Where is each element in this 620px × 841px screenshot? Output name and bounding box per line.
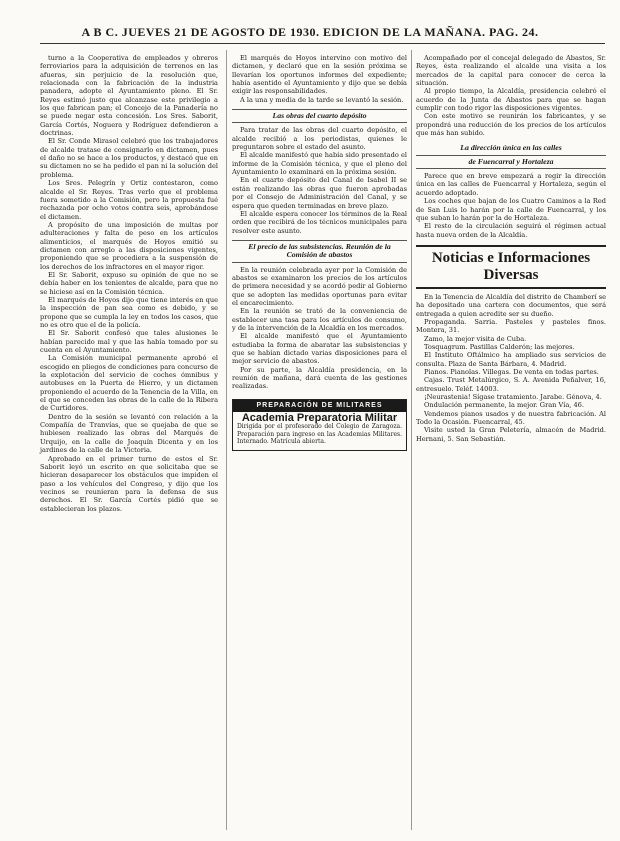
news-item: En la Tenencia de Alcaldía del distrito de Chamberí se ha depositado una cartera con documentos, que será entregada a quien acredite ser su dueño. [416, 292, 606, 318]
paragraph: Por su parte, la Alcaldía presidencia, en la reunión de mañana, dará cuenta de las gestiones realizadas. [232, 365, 407, 391]
paragraph: El Sr. Conde Mirasol celebró que los trabajadores de alcalde tratase de consignarlo en dictamen, pues el daño no se hace a los productos, y destacó que en su dictamen no se ha pedido el pan ni la solución del problema. [40, 137, 218, 179]
paragraph: turno a la Cooperativa de empleados y obreros ferroviarios para la adquisición de terrenos en las afueras, sin perjuicio de la resolución que, relacionada con la fabricación de la industria panadera, adopte el Ayuntamiento pleno. El Sr. Reyes estimó justo que alcanzase este privilegio a los que fabrican pan; el Concejo de la Panadería no se puede negar esta concesión. Los Sres. Saborit, García Cortés, Noguera y Rodríguez defendieron a doctrinas. [40, 54, 218, 138]
section-heading-subsistencias: El precio de las subsistencias. Reunión de la Comisión de abastos [232, 240, 407, 263]
section-heading-direccion: La dirección única en las calles [460, 143, 562, 153]
paragraph: A propósito de una imposición de multas por adulteraciones y falta de peso en los artículos alimenticios, el marqués de Hoyos emitió su dictamen con arreglo a las disposiciones vigentes, proponiendo que se procediera a la suspensión de los derechos de los infractores en el mayor rigor. [40, 220, 218, 271]
news-item: Visite usted la Gran Peletería, almacén de Madrid. Hernani, 5. San Sebastián. [416, 426, 606, 443]
paragraph: A la una y media de la tarde se levantó la sesión. [240, 95, 404, 104]
paragraph: El alcalde manifestó que había sido presentado el informe de la Comisión técnica, y que el pleno del Ayuntamiento lo examinará en la próxima sesión. [232, 151, 407, 177]
news-item: Vendemos pianos usados y de nuestra fabricación. Al Todo la Ocasión. Fuencarral, 45. [416, 409, 606, 427]
paragraph: Aprobado en el primer turno de estos el Sr. Saborit leyó un escrito en que solicitaba que se hicieran desaparecer los obstáculos que impiden el paso a los vehículos del Congreso, y dijo que los vecinos se reunieran para la defensa de sus derechos. El Sr. García Cortés pidió que se establecieran los plazos. [40, 454, 218, 513]
section-heading-direccion-2: de Fuencarral y Hortaleza [416, 155, 606, 169]
news-item: Propaganda. Sarria. Pasteles y pasteles finos. Montera, 31. [416, 317, 606, 335]
column-divider-1 [226, 50, 227, 830]
ad-title: Academia Preparatoria Militar [241, 412, 398, 425]
academy-advertisement [232, 399, 407, 451]
paragraph: Parece que en breve empezará a regir la dirección única en las calles de Fuencarral y Hortaleza, según el acuerdo adoptado. [416, 172, 606, 197]
news-item: Zamo, la mejor visita de Cuba. [424, 334, 527, 343]
column-2 [232, 54, 407, 451]
column-1 [40, 54, 218, 513]
paragraph: La Comisión municipal permanente aprobó el escogido en pliegos de condiciones para concurso de la explotación del servicio de coches ómnibus y autobuses en la Puerta de Hierro, y un dictamen proponiendo el acuerdo de la Tenencia de la Villa, en el que se conceden las obras de la calle de la Ribera de Curtidores. [40, 354, 218, 413]
paragraph: Al propio tiempo, la Alcaldía, presidencia celebró el acuerdo de la Junta de Abastos para que se hagan cumplir con todo rigor las disposiciones vigentes. [416, 87, 606, 113]
paragraph: El resto de la circulación seguirá el régimen actual hasta nueva orden de la Alcaldía. [416, 222, 606, 239]
news-item: Ondulación permanente, la mejor. Gran Vía, 46. [424, 401, 584, 410]
paragraph: Acompañado por el concejal delegado de Abastos, Sr. Reyes, ésta realizando el alcalde una visita a los mercados de la capital para conocer de cerca la situación. [416, 54, 606, 88]
noticias-heading: Noticias e Informaciones Diversas [416, 245, 606, 289]
paragraph: En el cuarto depósito del Canal de Isabel II se están realizando las obras que fueron aprobadas por el Consejo de Administración del Canal, y se espera que queden terminadas en breve plazo. [232, 176, 407, 210]
paragraph: El Sr. Saborit confesó que tales alusiones le habían parecido mal y que las había tomado por su cuenta en el Ayuntamiento. [40, 329, 218, 355]
column-3 [416, 54, 606, 443]
news-item: ¡Neurastenia! Sígase tratamiento. Jarabe. Génova, 4. [424, 393, 602, 401]
column-divider-2 [411, 50, 412, 830]
paragraph: Los Sres. Pelegrín y Ortiz contestaron, como alcalde el Sr. Reyes. Tras verlo que el problema fuera sometido a la Comisión, pero la propuesta fué rechazada por ocho votos contra seis, aprobándose el dictamen. [40, 179, 218, 221]
paragraph: El marqués de Hoyos intervino con motivo del dictamen, y declaró que en la sesión próxima se llevarían los oportunos informes del expediente; había asentido el Ayuntamiento y dijo que se debía exigir las responsabilidades. [232, 54, 407, 96]
paragraph: Para tratar de las obras del cuarto depósito, el alcalde recibió a los periodistas, quienes le preguntaron sobre el estado del asunto. [232, 126, 407, 152]
paragraph: Con este motivo se reunirán los fabricantes, y se propondrá una reducción de los precios de los artículos que más han subido. [416, 112, 606, 138]
page-header: A B C. JUEVES 21 DE AGOSTO DE 1930. EDICION DE LA MAÑANA. PAG. 24. [81, 25, 539, 39]
paragraph: Dentro de la sesión se levantó con relación a la Compañía de Tranvías, que se quejaba de que se hubiesen realizado las obras del Marqués de Urquijo, en la calle de Joaquín Dicenta y en los jardines de la calle de la Victoria. [40, 412, 218, 455]
paragraph: El alcalde manifestó que el Ayuntamiento estudiaba la forma de abaratar las subsistencias y que se habían dictado varias disposiciones para el mejor servicio de abastos. [232, 332, 407, 366]
news-item: Cajas. Trust Metalúrgico, S. A. Avenida Peñalver, 16, entresuelo. Teléf. 14003. [416, 376, 606, 393]
section-heading-deposito: Las obras del cuarto depósito [232, 109, 407, 123]
paragraph: El Sr. Saborit, expuso su opinión de que no se debía haber en los tenientes de alcalde, para que no se hiciese así en la Comisión técnica. [40, 270, 218, 296]
news-item: Pianos. Pianolas. Villegas. De venta en todas partes. [424, 367, 599, 376]
paragraph: En la reunión se trató de la conveniencia de establecer una tasa para los artículos de consumo, y de la intervención de la Alcaldía en los mercados. [232, 307, 407, 332]
news-item: Tosquagrum. Pastillas Calderón; las mejores. [424, 342, 575, 351]
news-item: El Instituto Oftálmico ha ampliado sus servicios de consulta. Plaza de Santa Bárbara, 4. Madrid. [416, 351, 606, 368]
paragraph: En la reunión celebrada ayer por la Comisión de abastos se examinaron los precios de los artículos de primera necesidad y se acordó pedir al Gobierno que se adopten las medidas oportunas para evitar el encarecimiento. [232, 265, 407, 307]
paragraph: El alcalde espera conocer los términos de la Real orden que recibirá de los técnicos municipales para resolver este asunto. [232, 209, 407, 235]
paragraph: Los coches que bajan de los Cuatro Caminos a la Red de San Luis lo harán por la calle de Fuencarral, y los que suban lo harán por la de Hortaleza. [416, 197, 606, 222]
header-rule [40, 43, 605, 44]
ad-banner: PREPARACIÓN DE MILITARES [233, 400, 406, 412]
ad-text: Dirigida por el profesorado del Colegio de Zaragoza. Preparación para ingreso en las Academias Militares. Internado. Matrícula abierta. [237, 423, 402, 446]
paragraph: El marqués de Hoyos dijo que tiene interés en que la inspección de pan sea como es debido, y se propone que se cumpla la ley en todos los casos, que no es otro que el de la policía. [40, 295, 218, 329]
